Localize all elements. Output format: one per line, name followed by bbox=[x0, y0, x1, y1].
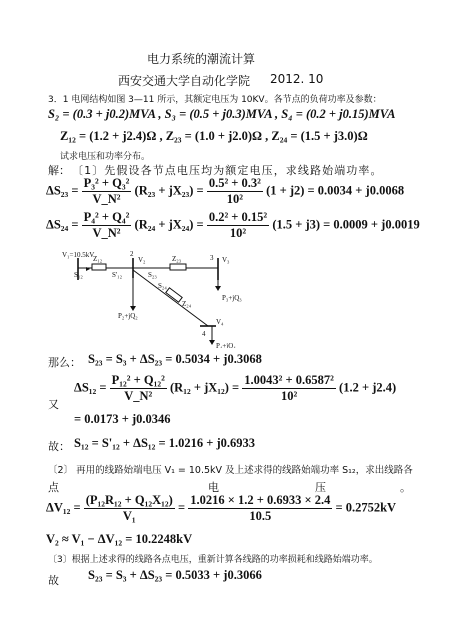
s23-label: S₂₃ bbox=[148, 271, 157, 279]
page-title: 电力系统的潮流计算 bbox=[147, 52, 256, 66]
v2-equation: V₂ ≈ V₁ − ΔV₁₂ = 10.2248kV bbox=[46, 532, 193, 546]
p2q2-label: P₂+jQ₂ bbox=[118, 312, 138, 320]
ds12-equation: ΔS₁₂ = $\frac{\text{P₁₂² + Q₁₂²}}{\text{V\_N²}}$ (R₁₂ + jX₁₂) = $\frac{\text{1.0043² + 0.6587²}}{\text{10²}}$ (1.2 + j2.4) bbox=[74, 373, 397, 404]
node4-label: 4 bbox=[202, 330, 206, 338]
step2-word-3: 压 bbox=[315, 481, 326, 494]
step2-word-1: 点 bbox=[48, 481, 59, 494]
z24-label: Z₂₄ bbox=[182, 300, 192, 308]
step3-text: 〔3〕根据上述求得的线路各点电压，重新计算各线路的功率损耗和线路始端功率。 bbox=[48, 555, 378, 565]
z23-box bbox=[170, 264, 186, 270]
so2-label: 故 bbox=[48, 574, 59, 587]
dv12-equation: ΔV₁₂ = $\frac{\text{(P₁₂R₁₂ + Q₁₂X₁₂)}}{\text{V₁}}$ = $\frac{1.0216 \times 1.2 + 0.6933 \times 2.4}{10.5}$ = 0.2752kV bbox=[46, 493, 397, 524]
s12p-label: S'₁₂ bbox=[112, 271, 123, 279]
problem-impedances: Z₁₂ = (1.2 + j2.4)Ω , Z₂₃ = (1.0 + j2.0)Ω , Z₂₄ = (1.5 + j3.0)Ω bbox=[60, 129, 368, 143]
s12-equation: S₁₂ = S'₁₂ + ΔS₁₂ = 1.0216 + j0.6933 bbox=[74, 436, 256, 450]
solution-label: 解： bbox=[48, 164, 70, 177]
problem-intro: 3．1 电网结构如图 3—11 所示，其额定电压为 10KV。各节点的负荷功率及参数： bbox=[48, 95, 382, 105]
p3q3-label: P₃+jQ₃ bbox=[222, 294, 242, 302]
line-24 bbox=[133, 270, 208, 326]
v3-label: V₃ bbox=[222, 256, 230, 264]
problem-task: 试求电压和功率分布。 bbox=[60, 152, 151, 162]
year: 2012. 10 bbox=[270, 72, 324, 86]
step2-word-2: 电 bbox=[208, 481, 219, 494]
institution: 西安交通大学自动化学院 bbox=[118, 74, 251, 88]
step1-text: 〔1〕先假设各节点电压均为额定电压，求线路始端功率。 bbox=[72, 164, 383, 177]
also-label: 又 bbox=[48, 398, 59, 411]
load3-arrow bbox=[215, 286, 221, 291]
step2-text: 〔2〕 再用的线路始端电压 V₁ = 10.5kV 及上述求得的线路始端功率 S₁₂，求出线路各 bbox=[48, 465, 413, 476]
v1-label: V₁=10.5kV bbox=[62, 251, 95, 259]
so-label: 故： bbox=[48, 440, 70, 453]
node2-label: 2 bbox=[130, 250, 134, 258]
p4q4-label: P₄+jQ₄ bbox=[216, 342, 236, 348]
s24-label: S₂₄ bbox=[158, 282, 167, 290]
z23-label: Z₂₃ bbox=[172, 255, 182, 263]
z12-label: Z₁₂ bbox=[93, 255, 103, 263]
load4-arrow bbox=[209, 340, 215, 345]
ds23-equation: ΔS₂₃ = $\frac{\text{P₃² + Q₃²}}{\text{V\_N²}}$ (R₂₃ + jX₂₃) = $\frac{\text{0.5² + 0.3²}}{\text{10²}}$ (1 + j2) = 0.0034 + j0.0068 bbox=[46, 176, 405, 207]
network-diagram bbox=[60, 248, 260, 348]
then-label: 那么： bbox=[48, 356, 81, 369]
node3-label: 3 bbox=[210, 254, 214, 262]
s23-equation: S₂₃ = S₃ + ΔS₂₃ = 0.5034 + j0.3068 bbox=[88, 352, 262, 366]
v4-label: V₄ bbox=[216, 318, 224, 326]
problem-loads: S₂ = (0.3 + j0.2)MVA , S₃ = (0.5 + j0.3)MVA , S₄ = (0.2 + j0.15)MVA bbox=[48, 107, 396, 121]
step2-word-4: 。 bbox=[400, 481, 411, 494]
s23b-equation: S₂₃ = S₃ + ΔS₂₃ = 0.5033 + j0.3066 bbox=[88, 568, 262, 582]
z12-box bbox=[92, 264, 106, 270]
ds12-result: = 0.0173 + j0.0346 bbox=[74, 412, 171, 426]
ds24-equation: ΔS₂₄ = $\frac{\text{P₄² + Q₄²}}{\text{V\_N²}}$ (R₂₄ + jX₂₄) = $\frac{\text{0.2² + 0.15²}}{\text{10²}}$ (1.5 + j3) = 0.0009 + j0.0019 bbox=[46, 210, 420, 241]
v2-label: V₂ bbox=[138, 256, 146, 264]
load2-arrow bbox=[130, 306, 136, 311]
s12-label: S₁₂ bbox=[74, 271, 83, 279]
